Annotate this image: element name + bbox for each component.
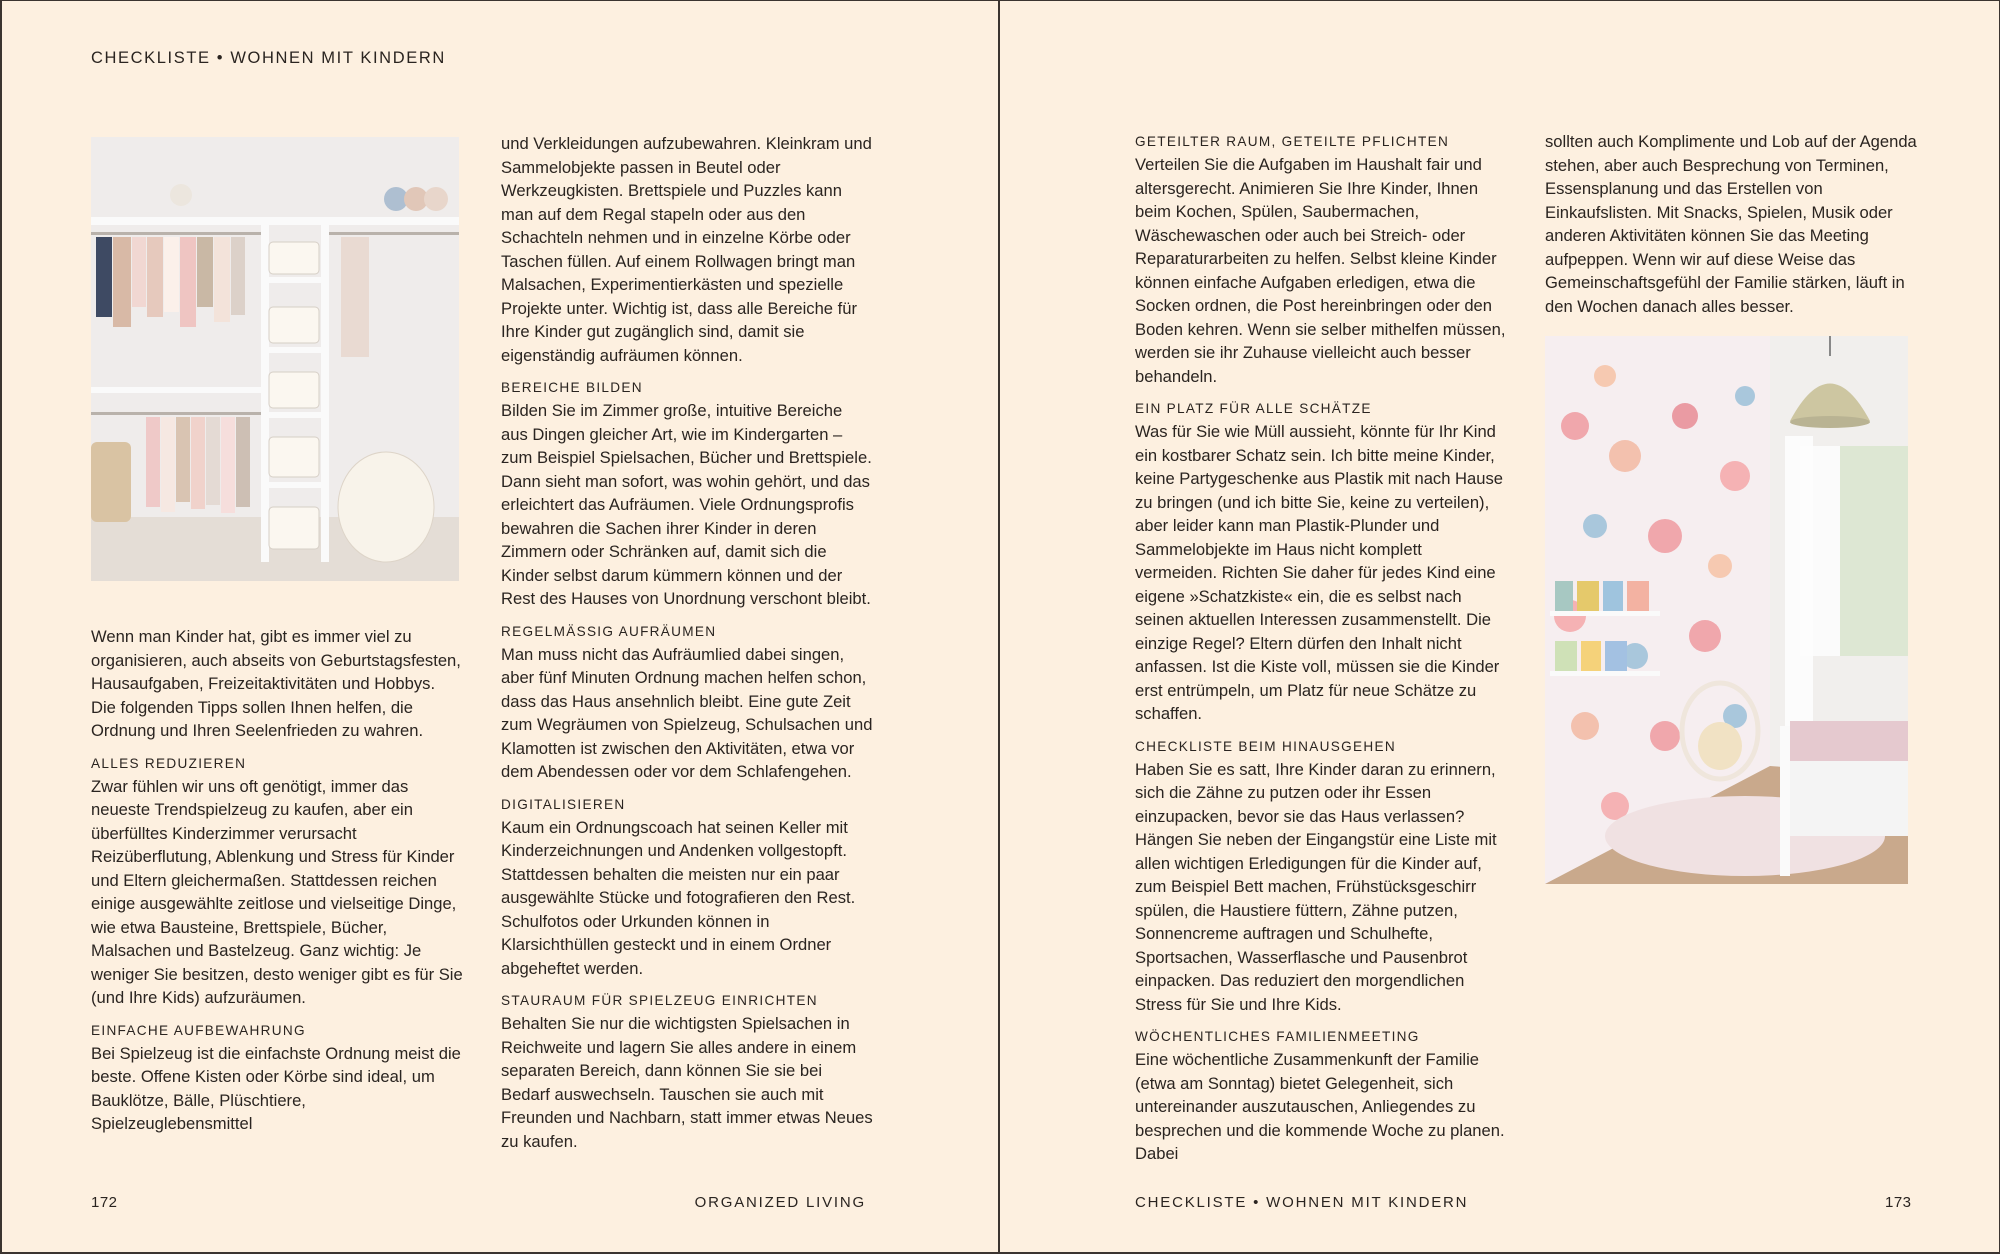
right-page <box>1000 0 2000 1254</box>
left-column-2 <box>501 132 873 1153</box>
section-paragraph: Verteilen Sie die Aufgaben im Haushalt fair und altersgerecht. Animieren Sie Ihre Kinder, Ihnen beim Kochen, Spülen, Saubermachen, Wäschewaschen oder auch bei Streich- oder Reparaturarbeiten zu helfen. Selbst kleine Kinder können einfache Aufgaben erledigen, etwa die Socken ordnen, die Post hereinbringen oder den Boden kehren. Wenn sie selber mithelfen müssen, werden sie ihr Zuhause vielleicht auch besser behandeln. <box>1135 155 1506 386</box>
right-column-1 <box>1135 131 1507 1166</box>
left-column-1 <box>91 625 463 1136</box>
section-heading: EINFACHE AUFBEWAHRUNG <box>91 1022 306 1038</box>
left-page <box>0 0 998 1254</box>
section-heading: BEREICHE BILDEN <box>501 380 643 395</box>
section-heading: WÖCHENTLICHES FAMILIENMEETING <box>1135 1029 1420 1044</box>
section-heading: ALLES REDUZIEREN <box>91 755 247 771</box>
footer-label: ORGANIZED LIVING <box>694 1194 866 1211</box>
page-number: 172 <box>91 1194 118 1211</box>
section-paragraph: Kaum ein Ordnungscoach hat seinen Keller mit Kinderzeichnungen und Andenken vollgestopft. Stattdessen behalten die meisten nur ein paar ausgewählte Stücke und fotografieren den Rest. Schulfotos oder Urkunden können in Klarsichthüllen gesteckt und in einem Ordner abgeheftet werden. <box>501 817 856 978</box>
section-paragraph: Zwar fühlen wir uns oft genötigt, immer das neueste Trendspielzeug zu kaufen, aber ein überfülltes Kinderzimmer verursacht Reizüberflutung, Ablenkung und Stress für Kinder und Eltern gleichermaßen. Stattdessen reichen einige ausgewählte zeitlose und vielseitige Dinge, wie etwa Bausteine, Brettspiele, Bücher, Malsachen und Bastelzeug. Ganz wichtig: Je weniger Sie besitzen, desto weniger gibt es für Sie (und Ihre Kids) aufzuräumen. <box>91 776 463 1007</box>
right-column-2 <box>1545 130 1921 318</box>
section-heading: GETEILTER RAUM, GETEILTE PFLICHTEN <box>1135 134 1450 149</box>
footer-label: CHECKLISTE • WOHNEN MIT KINDERN <box>1135 1194 1469 1211</box>
section-heading: STAURAUM FÜR SPIELZEUG EINRICHTEN <box>501 993 818 1008</box>
section-paragraph: Bei Spielzeug ist die einfachste Ordnung meist die beste. Offene Kisten oder Körbe sind ideal, um Bauklötze, Bälle, Plüschtiere, Spielzeuglebensmittel <box>91 1043 461 1133</box>
section-heading: DIGITALISIEREN <box>501 796 626 812</box>
section-paragraph: Eine wöchentliche Zusammenkunft der Familie (etwa am Sonntag) bietet Gelegenheit, sich untereinander auszutauschen, Anliegendes zu besprechen und die kommende Woche zu planen. Dabei <box>1135 1050 1505 1163</box>
section-heading: EIN PLATZ FÜR ALLE SCHÄTZE <box>1135 401 1372 416</box>
section-paragraph: Man muss nicht das Aufräumlied dabei singen, aber fünf Minuten Ordnung machen helfen schon, dass das Haus ansehnlich bleibt. Eine gute Zeit zum Wegräumen von Spielzeug, Schulsachen und Klamotten ist zwischen den Aktivitäten, etwa vor dem Abendessen oder vor dem Schlafengehen. <box>501 644 873 781</box>
closet-photo <box>91 137 459 581</box>
bedroom-photo <box>1545 336 1908 884</box>
intro-paragraph: Wenn man Kinder hat, gibt es immer viel zu organisieren, auch abseits von Geburtstagsfesten, Hausaufgaben, Freizeitaktivitäten und Hobbys. Die folgenden Tipps sollen Ihnen helfen, die Ordnung und Ihren Seelenfrieden zu wahren. <box>91 627 461 740</box>
section-heading: CHECKLISTE BEIM HINAUSGEHEN <box>1135 738 1396 754</box>
section-paragraph: sollten auch Komplimente und Lob auf der Agenda stehen, aber auch Besprechung von Terminen, Essensplanung und das Erstellen von Einkaufslisten. Mit Snacks, Spielen, Musik oder anderen Aktivitäten können Sie das Meeting aufpeppen. Wenn wir auf diese Weise das Gemeinschaftsgefühl der Familie stärken, läuft in den Wochen danach alles besser. <box>1545 132 1917 316</box>
section-paragraph: Behalten Sie nur die wichtigsten Spielsachen in Reichweite und lagern Sie alles andere in einem separaten Bereich, dann können Sie sie bei Bedarf auswechseln. Tauschen sie auch mit Freunden und Nachbarn, statt immer etwas Neues zu kaufen. <box>501 1014 873 1151</box>
running-head: CHECKLISTE • WOHNEN MIT KINDERN <box>91 49 446 67</box>
section-paragraph: und Verkleidungen aufzubewahren. Kleinkram und Sammelobjekte passen in Beutel oder Werkzeugkisten. Brettspiele und Puzzles kann man auf dem Regal stapeln oder aus den Schachteln nehmen und in einzelne Körbe oder Taschen füllen. Auf einem Rollwagen bringt man Malsachen, Experimentierkästen und spezielle Projekte unter. Wichtig ist, dass alle Bereiche für Ihre Kinder gut zugänglich sind, damit sie eigenständig aufräumen können. <box>501 134 872 365</box>
section-paragraph: Was für Sie wie Müll aussieht, könnte für Ihr Kind ein kostbarer Schatz sein. Ich bitte meine Kinder, keine Partygeschenke aus Plastik mit nach Hause zu bringen (und ich bitte Sie, keine zu verteilen), aber leider kann man Plastik-Plunder und Sammelobjekte im Haus nicht komplett vermeiden. Richten Sie daher für jedes Kind eine eigene »Schatzkiste« ein, die es selbst nach seinen aktuellen Interessen zusammenstellt. Die einzige Regel? Eltern dürfen den Inhalt nicht anfassen. Ist die Kiste voll, müssen sie die Kinder erst entrümpeln, um Platz für neue Schätze zu schaffen. <box>1135 422 1504 723</box>
page-number: 173 <box>1885 1194 1912 1211</box>
section-paragraph: Haben Sie es satt, Ihre Kinder daran zu erinnern, sich die Zähne zu putzen oder ihr Essen einzupacken, bevor sie das Haus verlassen? Hängen Sie neben der Eingangstür eine Liste mit allen wichtigen Erledigungen für die Kinder auf, zum Beispiel Bett machen, Frühstücksgeschirr spülen, die Haustiere füttern, Zähne putzen, Sonnencreme auftragen und Schulhefte, Sportsachen, Wasserflasche und Pausenbrot einpacken. Das reduziert den morgendlichen Stress für Sie und Ihre Kids. <box>1135 759 1497 1014</box>
section-heading: REGELMÄSSIG AUFRÄUMEN <box>501 623 717 639</box>
section-paragraph: Bilden Sie im Zimmer große, intuitive Bereiche aus Dingen gleicher Art, wie im Kindergarten – zum Beispiel Spielsachen, Bücher und Brettspiele. Dann sieht man sofort, was wohin gehört, und das erleichtert das Aufräumen. Viele Ordnungsprofis bewahren die Sachen ihrer Kinder in deren Zimmern oder Schränken auf, damit sich die Kinder selbst darum kümmern können und der Rest des Hauses von Unordnung verschont bleibt. <box>501 401 872 608</box>
